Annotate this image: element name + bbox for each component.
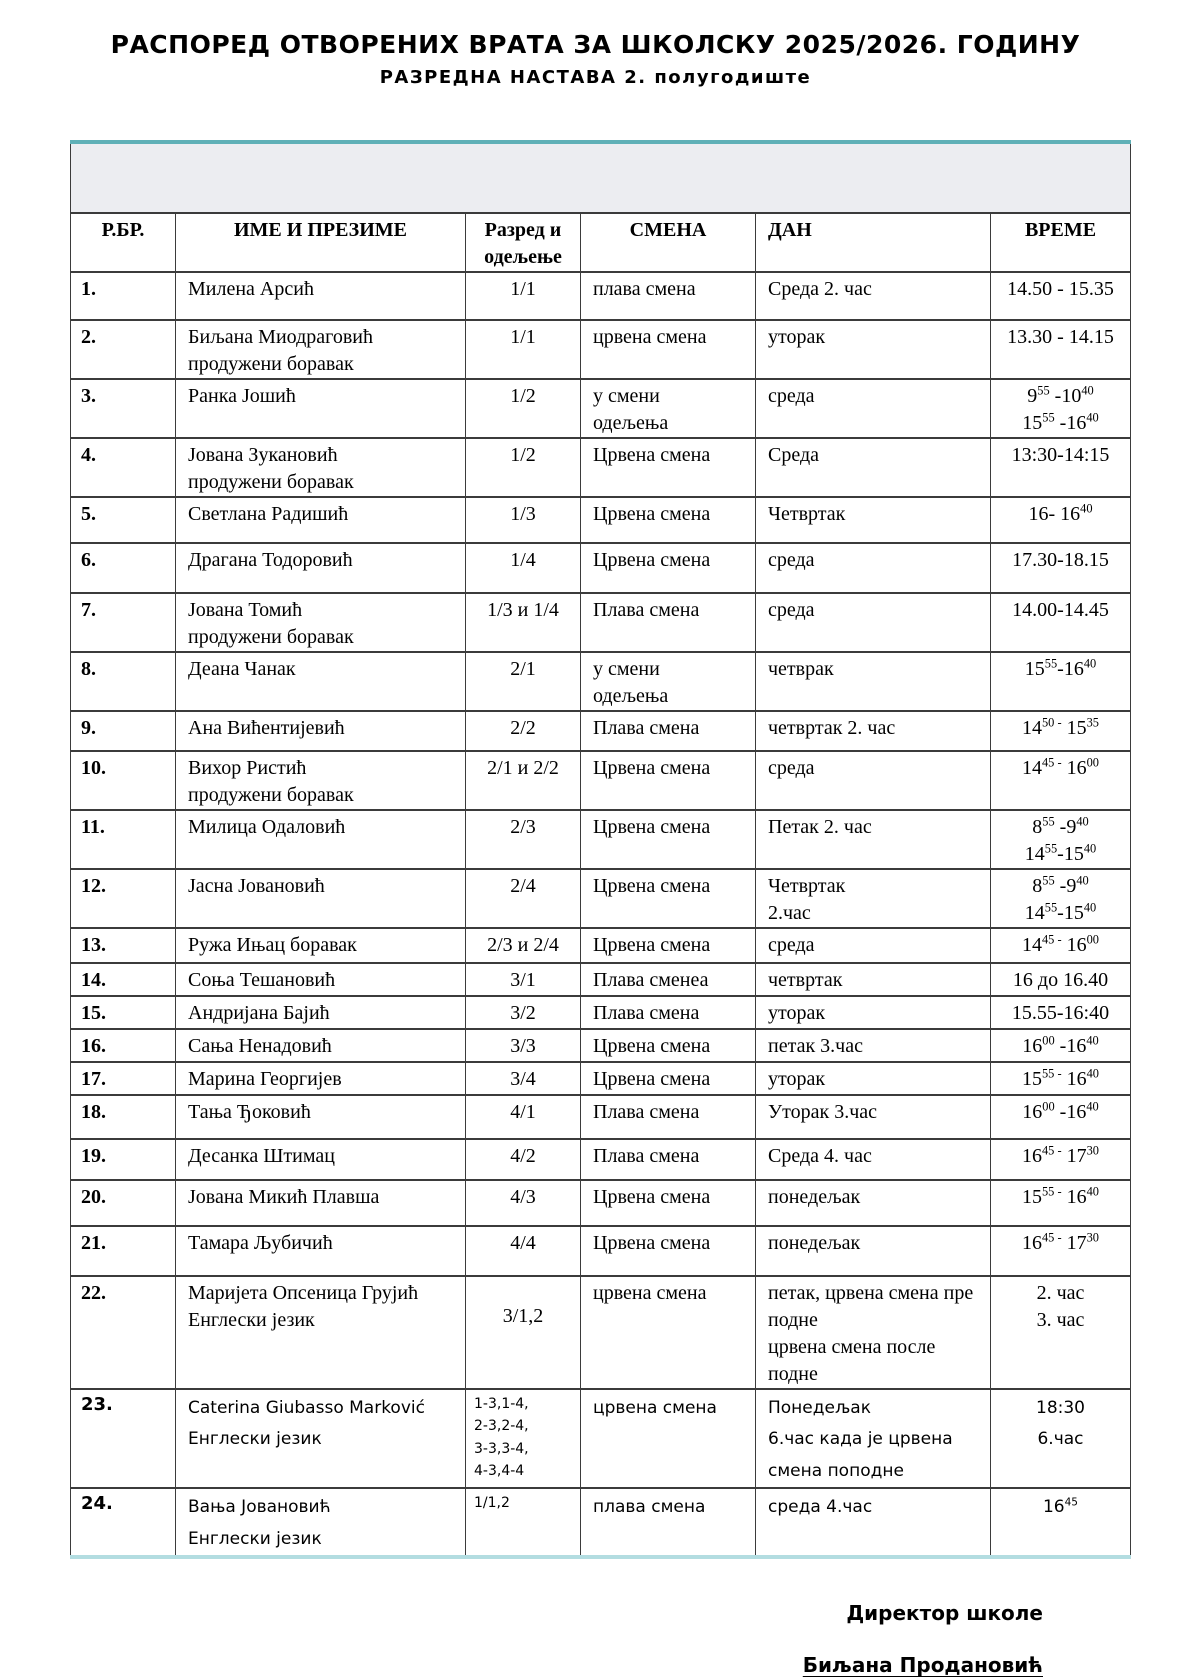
cell-day: Среда xyxy=(756,438,991,497)
signature-block xyxy=(0,1601,1191,1677)
cell-day: среда xyxy=(756,928,991,963)
cell-name: Маријета Опсеница Грујић Енглески језик xyxy=(176,1276,466,1389)
cell-shift: црвена смена xyxy=(581,320,756,379)
header-shift: СМЕНА xyxy=(581,213,756,272)
cell-class: 4/2 xyxy=(466,1139,581,1180)
cell-name: Јована Микић Плавша xyxy=(176,1180,466,1226)
cell-day: Среда 2. час xyxy=(756,272,991,320)
cell-num: 7. xyxy=(71,593,176,652)
cell-class: 2/3 и 2/4 xyxy=(466,928,581,963)
cell-name: Светлана Радишић xyxy=(176,497,466,543)
cell-time: 17.30-18.15 xyxy=(991,543,1131,593)
cell-num: 18. xyxy=(71,1095,176,1139)
cell-time: $16^{00}$ $-16^{40}$ xyxy=(991,1029,1131,1062)
cell-time: $16^{45}$ xyxy=(991,1488,1131,1557)
cell-day: понедељак xyxy=(756,1226,991,1276)
cell-day: Среда 4. час xyxy=(756,1139,991,1180)
cell-time: 18:30 6.час xyxy=(991,1389,1131,1488)
cell-name: Јована Томић продужени боравак xyxy=(176,593,466,652)
cell-shift: Црвена смена xyxy=(581,1180,756,1226)
cell-num: 13. xyxy=(71,928,176,963)
director-label: Директор школе xyxy=(846,1601,1043,1626)
cell-name: Драгана Тодоровић xyxy=(176,543,466,593)
cell-class: 2/2 xyxy=(466,711,581,751)
table-row xyxy=(71,1276,1131,1389)
cell-time: $16^{00}$ $-16^{40}$ xyxy=(991,1095,1131,1139)
cell-num: 2. xyxy=(71,320,176,379)
schedule-table xyxy=(70,140,1131,1559)
cell-time: $8^{55}$ $-9^{40}$ $14^{55}-15^{40}$ xyxy=(991,810,1131,869)
cell-day: среда xyxy=(756,593,991,652)
table-row xyxy=(71,272,1131,320)
cell-class: 1/3 и 1/4 xyxy=(466,593,581,652)
cell-time: $14^{50 -}$ $15^{35}$ xyxy=(991,711,1131,751)
table-row xyxy=(71,1226,1131,1276)
cell-name: Милица Одаловић xyxy=(176,810,466,869)
cell-shift: Црвена смена xyxy=(581,1062,756,1095)
director-name: Биљана Продановић xyxy=(802,1653,1043,1677)
table-row xyxy=(71,751,1131,810)
cell-shift: црвена смена xyxy=(581,1389,756,1488)
page-title: РАСПОРЕД ОТВОРЕНИХ ВРАТА ЗА ШКОЛСКУ 2025/2026. ГОДИНУ xyxy=(110,30,1081,59)
cell-num: 22. xyxy=(71,1276,176,1389)
cell-shift: Црвена смена xyxy=(581,869,756,928)
cell-day: Четвртак 2.час xyxy=(756,869,991,928)
cell-day: Уторак 3.час xyxy=(756,1095,991,1139)
schedule-body xyxy=(71,272,1131,1557)
cell-time: $14^{45 -}$ $16^{00}$ xyxy=(991,928,1131,963)
table-row xyxy=(71,928,1131,963)
table-row xyxy=(71,869,1131,928)
cell-shift: Црвена смена xyxy=(581,497,756,543)
cell-num: 23. xyxy=(71,1389,176,1488)
cell-shift: Плава сменеа xyxy=(581,963,756,996)
cell-class: 2/3 xyxy=(466,810,581,869)
cell-name: Вихор Ристић продужени боравак xyxy=(176,751,466,810)
cell-class: 2/1 и 2/2 xyxy=(466,751,581,810)
cell-time: 16 до 16.40 xyxy=(991,963,1131,996)
cell-name: Биљана Миодраговић продужени боравак xyxy=(176,320,466,379)
cell-name: Јована Зукановић продужени боравак xyxy=(176,438,466,497)
header-rbr: Р.БР. xyxy=(71,213,176,272)
cell-shift: Плава смена xyxy=(581,1139,756,1180)
cell-num: 16. xyxy=(71,1029,176,1062)
cell-day: четвртак 2. час xyxy=(756,711,991,751)
cell-class: 4/3 xyxy=(466,1180,581,1226)
cell-name: Тамара Љубичић xyxy=(176,1226,466,1276)
cell-name: Ана Вићентијевић xyxy=(176,711,466,751)
cell-class: 3/4 xyxy=(466,1062,581,1095)
cell-shift: плава смена xyxy=(581,1488,756,1557)
cell-num: 19. xyxy=(71,1139,176,1180)
cell-time: 2. час 3. час xyxy=(991,1276,1131,1389)
cell-shift: Црвена смена xyxy=(581,438,756,497)
cell-class: 3/3 xyxy=(466,1029,581,1062)
cell-shift: Плава смена xyxy=(581,593,756,652)
cell-shift: Црвена смена xyxy=(581,928,756,963)
table-row xyxy=(71,543,1131,593)
header-class: Разред и одељење xyxy=(466,213,581,272)
cell-day: понедељак xyxy=(756,1180,991,1226)
cell-class: 1/2 xyxy=(466,438,581,497)
cell-name: Десанка Штимац xyxy=(176,1139,466,1180)
cell-num: 8. xyxy=(71,652,176,711)
cell-shift: плава смена xyxy=(581,272,756,320)
cell-day: уторак xyxy=(756,320,991,379)
cell-class: 3/1,2 xyxy=(466,1276,581,1389)
cell-time: 16- $16^{40}$ xyxy=(991,497,1131,543)
cell-day: петак 3.час xyxy=(756,1029,991,1062)
cell-time: $14^{45 -}$ $16^{00}$ xyxy=(991,751,1131,810)
cell-shift: Црвена смена xyxy=(581,543,756,593)
cell-name: Ружа Ињац боравак xyxy=(176,928,466,963)
cell-time: $15^{55 -}$ $16^{40}$ xyxy=(991,1062,1131,1095)
cell-shift: Плава смена xyxy=(581,711,756,751)
cell-num: 9. xyxy=(71,711,176,751)
table-row xyxy=(71,1062,1131,1095)
cell-num: 17. xyxy=(71,1062,176,1095)
table-row xyxy=(71,711,1131,751)
cell-time: 15.55-16:40 xyxy=(991,996,1131,1029)
cell-name: Сања Ненадовић xyxy=(176,1029,466,1062)
cell-shift: Црвена смена xyxy=(581,1226,756,1276)
table-row xyxy=(71,652,1131,711)
cell-class: 3/2 xyxy=(466,996,581,1029)
table-header-row xyxy=(71,213,1131,272)
cell-num: 24. xyxy=(71,1488,176,1557)
cell-day: среда xyxy=(756,379,991,438)
cell-class: 2/1 xyxy=(466,652,581,711)
cell-name: Андријана Бајић xyxy=(176,996,466,1029)
table-row xyxy=(71,593,1131,652)
cell-name: Вања Јовановић Енглески језик xyxy=(176,1488,466,1557)
table-row xyxy=(71,963,1131,996)
cell-name: Милена Арсић xyxy=(176,272,466,320)
page-subtitle: РАЗРЕДНА НАСТАВА 2. полугодиште xyxy=(379,67,812,88)
cell-name: Јасна Јовановић xyxy=(176,869,466,928)
table-row xyxy=(71,379,1131,438)
cell-num: 10. xyxy=(71,751,176,810)
cell-class: 4/1 xyxy=(466,1095,581,1139)
cell-num: 12. xyxy=(71,869,176,928)
cell-day: уторак xyxy=(756,996,991,1029)
cell-num: 11. xyxy=(71,810,176,869)
cell-class: 1-3,1-4, 2-3,2-4, 3-3,3-4, 4-3,4-4 xyxy=(466,1389,581,1488)
cell-day: среда 4.час xyxy=(756,1488,991,1557)
cell-day: четврак xyxy=(756,652,991,711)
cell-class: 1/1 xyxy=(466,320,581,379)
cell-shift: Црвена смена xyxy=(581,751,756,810)
cell-shift: Плава смена xyxy=(581,996,756,1029)
table-row xyxy=(71,996,1131,1029)
band-cell xyxy=(71,142,1131,213)
cell-time: 13:30-14:15 xyxy=(991,438,1131,497)
table-top-band xyxy=(71,142,1131,213)
cell-num: 3. xyxy=(71,379,176,438)
cell-num: 14. xyxy=(71,963,176,996)
cell-shift: у смени одељења xyxy=(581,652,756,711)
cell-time: 14.50 - 15.35 xyxy=(991,272,1131,320)
cell-class: 3/1 xyxy=(466,963,581,996)
cell-name: Caterina Giubasso Marković Енглески језик xyxy=(176,1389,466,1488)
cell-day: четвртак xyxy=(756,963,991,996)
cell-time: 14.00-14.45 xyxy=(991,593,1131,652)
cell-num: 21. xyxy=(71,1226,176,1276)
cell-day: Четвртак xyxy=(756,497,991,543)
cell-name: Тања Ђоковић xyxy=(176,1095,466,1139)
cell-shift: Плава смена xyxy=(581,1095,756,1139)
cell-class: 1/1,2 xyxy=(466,1488,581,1557)
cell-time: $15^{55}-16^{40}$ xyxy=(991,652,1131,711)
cell-num: 15. xyxy=(71,996,176,1029)
cell-day: Петак 2. час xyxy=(756,810,991,869)
cell-class: 1/4 xyxy=(466,543,581,593)
cell-name: Деана Чанак xyxy=(176,652,466,711)
cell-name: Марина Георгијев xyxy=(176,1062,466,1095)
cell-shift: црвена смена xyxy=(581,1276,756,1389)
header-name: ИМЕ И ПРЕЗИМЕ xyxy=(176,213,466,272)
cell-name: Ранка Јошић xyxy=(176,379,466,438)
header-time: ВРЕМЕ xyxy=(991,213,1131,272)
cell-class: 1/1 xyxy=(466,272,581,320)
cell-day: Понедељак 6.час када је црвена смена поподне xyxy=(756,1389,991,1488)
table-row xyxy=(71,438,1131,497)
table-row xyxy=(71,1095,1131,1139)
table-row xyxy=(71,1180,1131,1226)
header-day: ДАН xyxy=(756,213,991,272)
table-row xyxy=(71,320,1131,379)
cell-time: $16^{45 -}$ $17^{30}$ xyxy=(991,1226,1131,1276)
cell-class: 1/2 xyxy=(466,379,581,438)
cell-shift: у смени одељења xyxy=(581,379,756,438)
cell-num: 6. xyxy=(71,543,176,593)
cell-time: 13.30 - 14.15 xyxy=(991,320,1131,379)
cell-num: 20. xyxy=(71,1180,176,1226)
cell-name: Соња Тешановић xyxy=(176,963,466,996)
cell-day: уторак xyxy=(756,1062,991,1095)
table-row xyxy=(71,1389,1131,1488)
cell-day: среда xyxy=(756,543,991,593)
table-row xyxy=(71,1029,1131,1062)
cell-class: 2/4 xyxy=(466,869,581,928)
cell-time: $8^{55}$ $-9^{40}$ $14^{55}-15^{40}$ xyxy=(991,869,1131,928)
table-row xyxy=(71,810,1131,869)
table-row xyxy=(71,497,1131,543)
cell-time: $15^{55 -}$ $16^{40}$ xyxy=(991,1180,1131,1226)
cell-num: 5. xyxy=(71,497,176,543)
cell-day: петак, црвена смена пре подне црвена смена после подне xyxy=(756,1276,991,1389)
table-row xyxy=(71,1488,1131,1557)
document-page xyxy=(0,30,1191,1677)
cell-time: $16^{45 -}$ $17^{30}$ xyxy=(991,1139,1131,1180)
cell-num: 1. xyxy=(71,272,176,320)
cell-day: среда xyxy=(756,751,991,810)
cell-class: 4/4 xyxy=(466,1226,581,1276)
cell-shift: Црвена смена xyxy=(581,1029,756,1062)
cell-num: 4. xyxy=(71,438,176,497)
cell-class: 1/3 xyxy=(466,497,581,543)
table-row xyxy=(71,1139,1131,1180)
cell-time: $9^{55}$ $-10^{40}$ $15^{55}$ $-16^{40}$ xyxy=(991,379,1131,438)
cell-shift: Црвена смена xyxy=(581,810,756,869)
